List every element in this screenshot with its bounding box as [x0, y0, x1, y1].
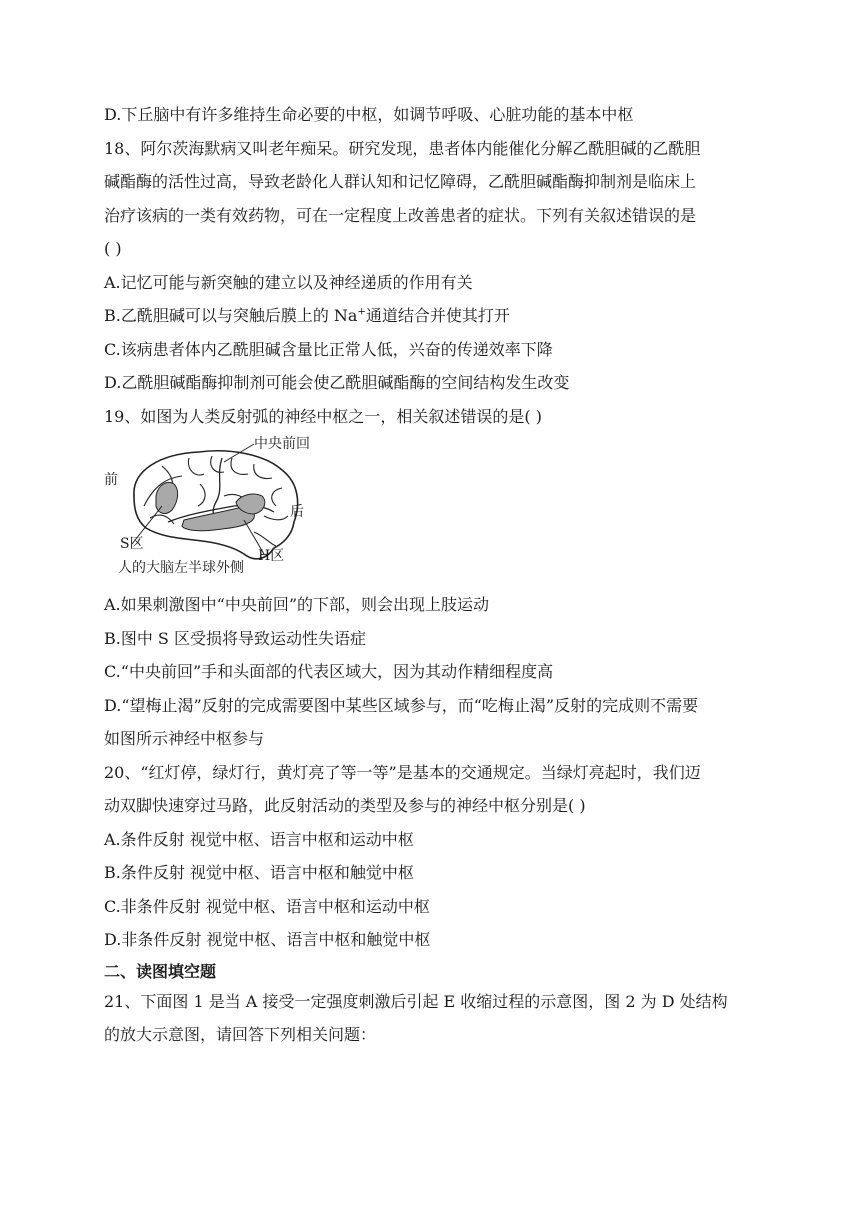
label-s-area: S区	[120, 536, 144, 552]
q18-option-a: A.记忆可能与新突触的建立以及神经递质的作用有关	[104, 272, 473, 292]
superscript-plus: +	[357, 306, 366, 318]
q18-answer-blank: ( )	[104, 239, 122, 258]
q20-stem: 动双脚快速穿过马路，此反射活动的类型及参与的神经中枢分别是( )	[104, 796, 586, 815]
section-heading: 二、读图填空题	[104, 961, 217, 981]
q20-option-a: A.条件反射 视觉中枢、语言中枢和运动中枢	[104, 829, 414, 849]
label-h-area: H区	[258, 548, 285, 564]
q18-option-b-text: 通道结合并使其打开	[365, 306, 510, 325]
document-page	[104, 98, 764, 1052]
q18-option-d: D.乙酰胆碱酯酶抑制剂可能会使乙酰胆碱酯酶的空间结构发生改变	[104, 373, 570, 392]
label-back: 后	[290, 504, 304, 520]
q18-stem: 治疗该病的一类有效药物，可在一定程度上改善患者的症状。下列有关叙述错误的是	[104, 205, 697, 225]
figure-caption: 人的大脑左半球外侧	[118, 560, 244, 576]
q18-stem: 18、阿尔茨海默病又叫老年痴呆。研究发现，患者体内能催化分解乙酰胆碱的乙酰胆	[104, 138, 701, 158]
q21-stem: 21、下面图 1 是当 A 接受一定强度刺激后引起 E 收缩过程的示意图，图 2 为 D 处结构	[104, 991, 728, 1011]
label-front: 前	[104, 472, 118, 488]
q17-option-d: D.下丘脑中有许多维持生命必要的中枢，如调节呼吸、心脏功能的基本中枢	[104, 105, 634, 124]
q19-option-d: D.“望梅止渴”反射的完成需要图中某些区域参与，而“吃梅止渴”反射的完成则不需要	[104, 695, 699, 715]
q20-option-c: C.非条件反射 视觉中枢、语言中枢和运动中枢	[104, 896, 430, 916]
q19-option-b: B.图中 S 区受损将导致运动性失语症	[104, 628, 366, 648]
q18-option-b-text: B.乙酰胆碱可以与突触后膜上的 Na	[104, 306, 358, 325]
brain-figure	[104, 436, 334, 584]
q20-stem: 20、“红灯停，绿灯行，黄灯亮了等一等”是基本的交通规定。当绿灯亮起时，我们迈	[104, 762, 701, 782]
q18-option-b	[104, 299, 764, 333]
label-central-gyrus: 中央前回	[254, 436, 310, 452]
q19-option-c: C.“中央前回”手和头面部的代表区域大，因为其动作精细程度高	[104, 662, 554, 681]
q18-option-c: C.该病患者体内乙酰胆碱含量比正常人低，兴奋的传递效率下降	[104, 339, 553, 359]
q20-option-b: B.条件反射 视觉中枢、语言中枢和触觉中枢	[104, 863, 414, 882]
q20-option-d: D.非条件反射 视觉中枢、语言中枢和触觉中枢	[104, 930, 431, 949]
q21-stem: 的放大示意图，请回答下列相关问题：	[104, 1025, 377, 1044]
q19-stem: 19、如图为人类反射弧的神经中枢之一，相关叙述错误的是( )	[104, 406, 542, 426]
q19-option-d: 如图所示神经中枢参与	[104, 729, 265, 748]
q18-stem: 碱酯酶的活性过高，导致老龄化人群认知和记忆障碍，乙酰胆碱酯酶抑制剂是临床上	[104, 172, 697, 191]
q19-option-a: A.如果刺激图中“中央前回”的下部，则会出现上肢运动	[104, 595, 490, 614]
